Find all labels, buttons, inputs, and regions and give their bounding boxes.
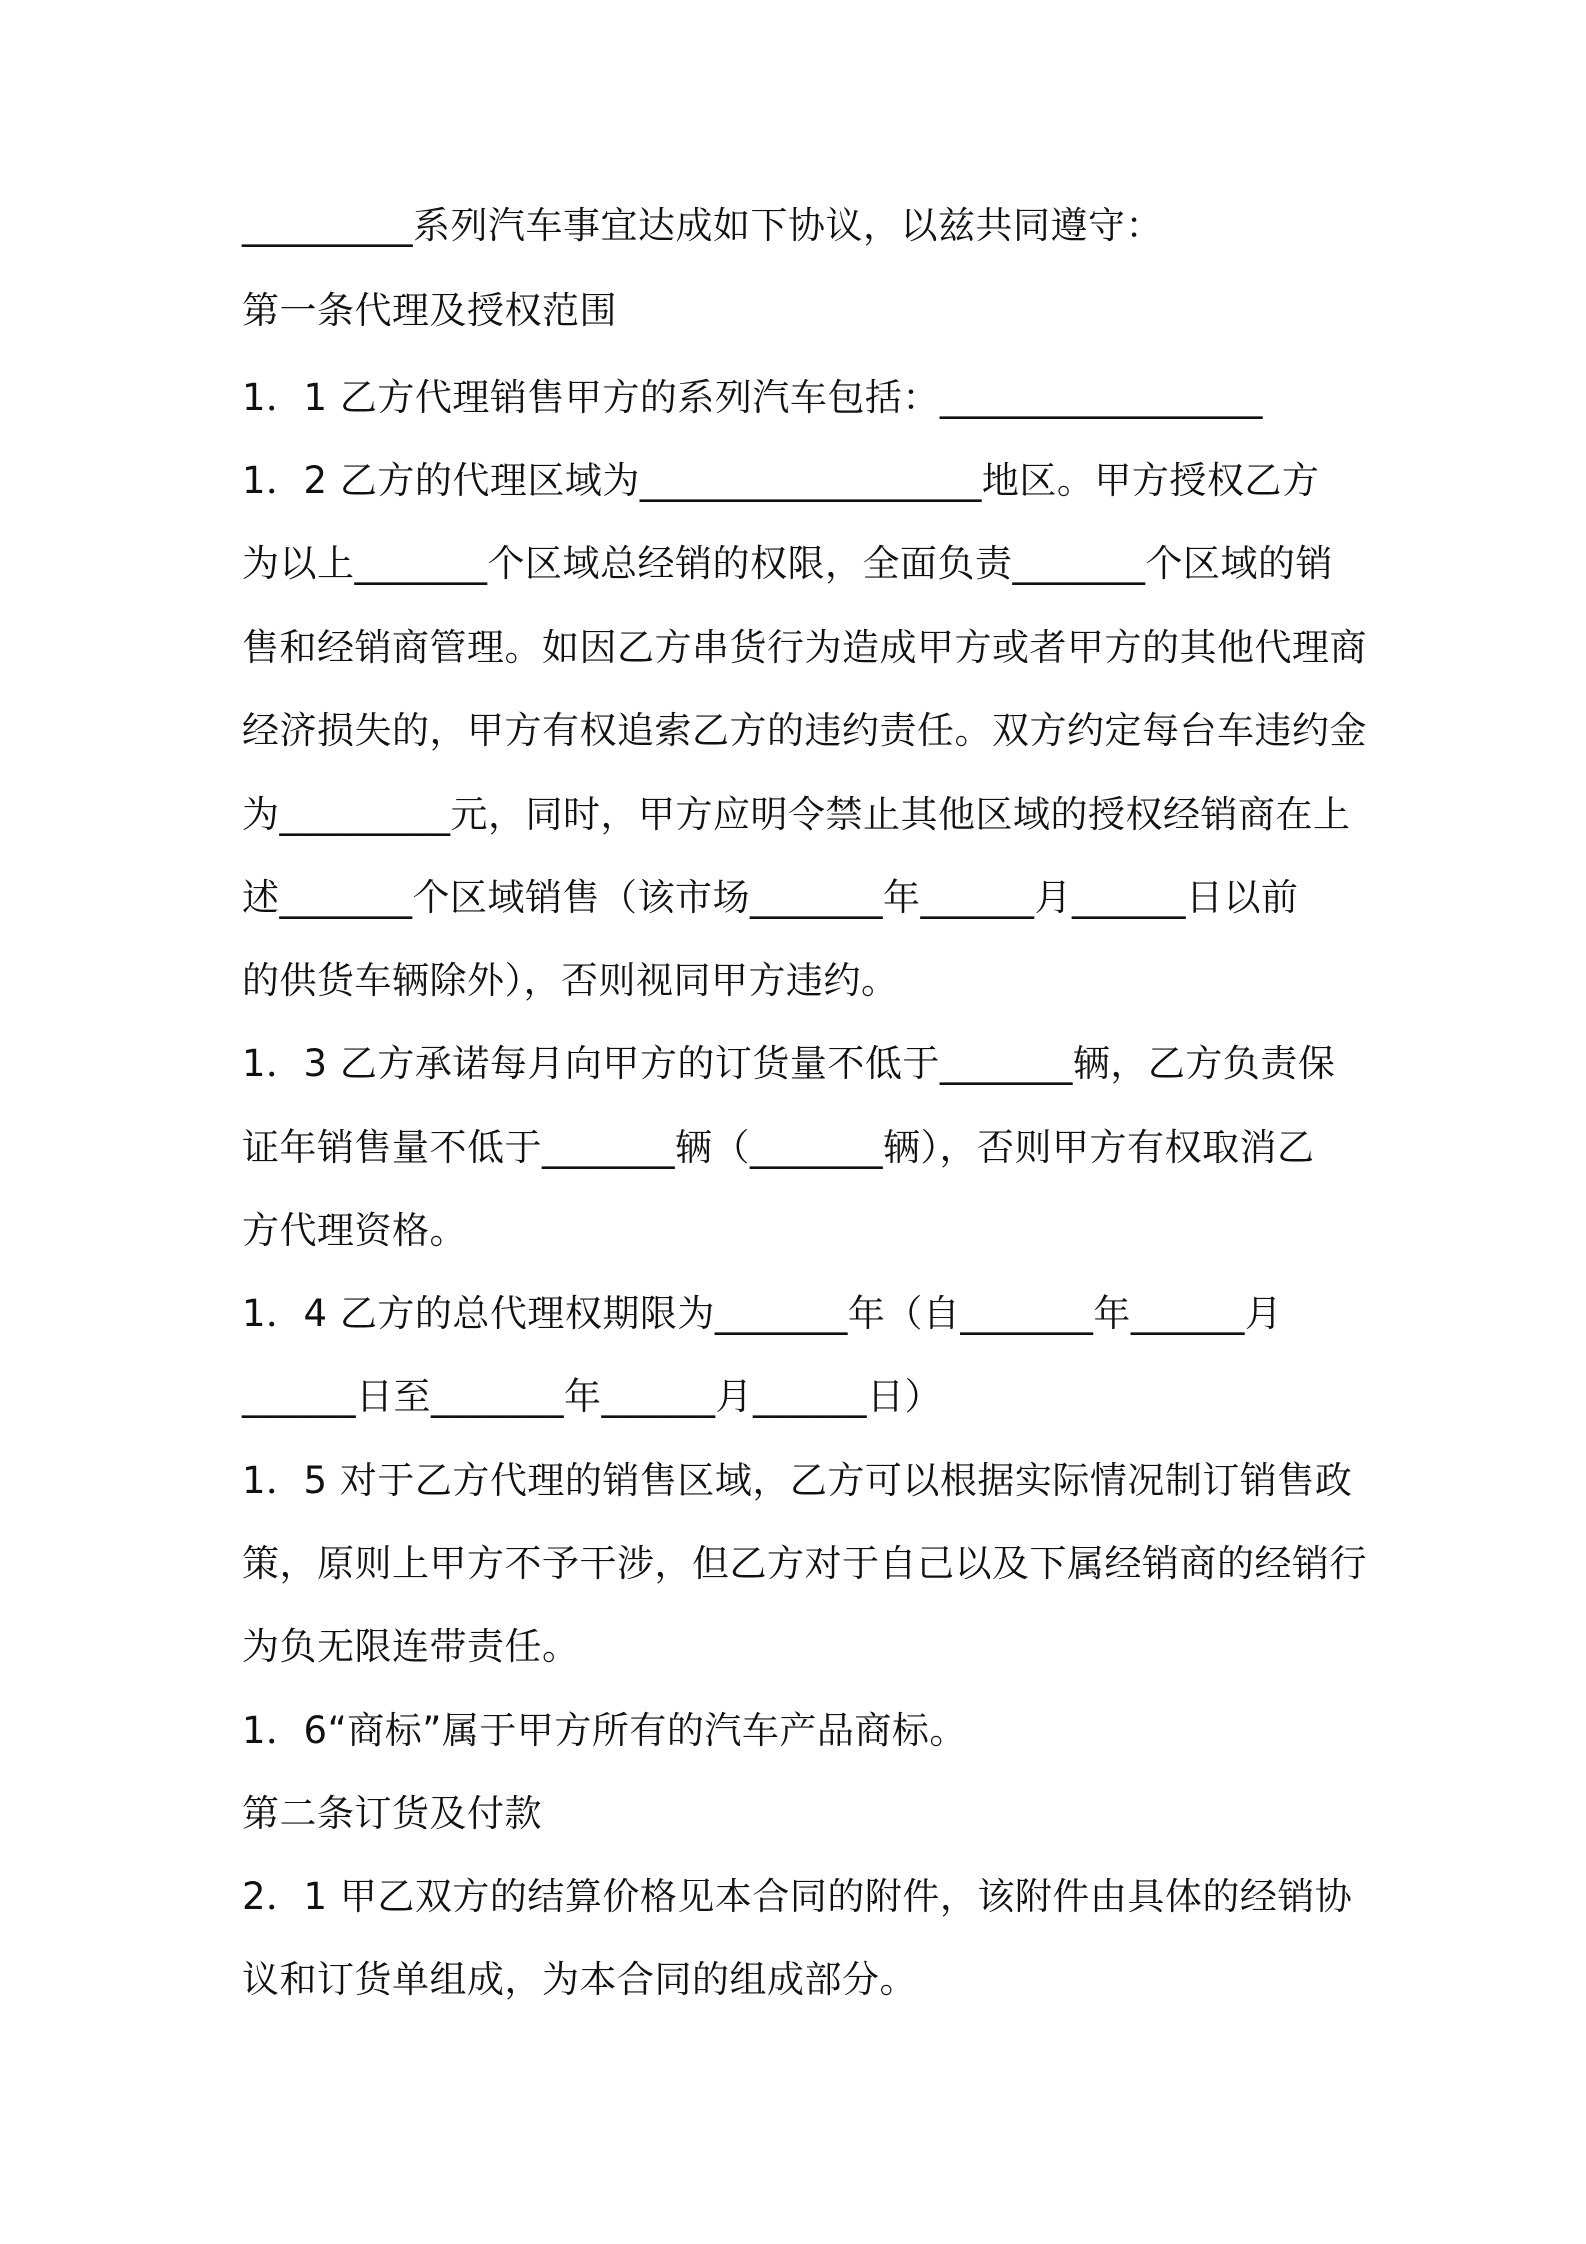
text-line: 的供货车辆除外），否则视同甲方违约。	[242, 959, 899, 1002]
text-line: 为以上_______个区域总经销的权限，全面负责_______个区域的销	[242, 542, 1333, 585]
text-line: 1．3 乙方承诺每月向甲方的订货量不低于_______辆，乙方负责保	[242, 1042, 1336, 1085]
text-line: 为_________元，同时，甲方应明令禁止其他区域的授权经销商在上	[242, 793, 1351, 836]
text-line: _________系列汽车事宜达成如下协议，以兹共同遵守：	[242, 204, 1163, 247]
text-line: 策，原则上甲方不予干涉，但乙方对于自己以及下属经销商的经销行	[242, 1542, 1367, 1585]
text-line: 议和订货单组成，为本合同的组成部分。	[242, 1958, 917, 2001]
text-line: 方代理资格。	[242, 1209, 467, 1252]
text-line: 1．4 乙方的总代理权期限为_______年（自_______年______月	[242, 1292, 1283, 1335]
text-line: ______日至_______年______月______日）	[242, 1375, 942, 1418]
text-line: 经济损失的，甲方有权追索乙方的违约责任。双方约定每台车违约金	[242, 709, 1367, 752]
section-heading: 第二条订货及付款	[242, 1792, 542, 1835]
text-line: 售和经销商管理。如因乙方串货行为造成甲方或者甲方的其他代理商	[242, 626, 1367, 669]
text-line: 述_______个区域销售（该市场_______年______月______日以前	[242, 876, 1299, 919]
text-line: 为负无限连带责任。	[242, 1625, 580, 1668]
text-line: 1．6“商标”属于甲方所有的汽车产品商标。	[242, 1709, 967, 1752]
text-line: 1．1 乙方代理销售甲方的系列汽车包括：_________________	[242, 376, 1263, 419]
text-line: 2．1 甲乙双方的结算价格见本合同的附件，该附件由具体的经销协	[242, 1875, 1353, 1918]
section-heading: 第一条代理及授权范围	[242, 289, 617, 332]
text-line: 1．2 乙方的代理区域为__________________地区。甲方授权乙方	[242, 459, 1320, 502]
text-line: 1．5 对于乙方代理的销售区域，乙方可以根据实际情况制订销售政	[242, 1459, 1353, 1502]
text-line: 证年销售量不低于_______辆（_______辆），否则甲方有权取消乙	[242, 1126, 1315, 1169]
